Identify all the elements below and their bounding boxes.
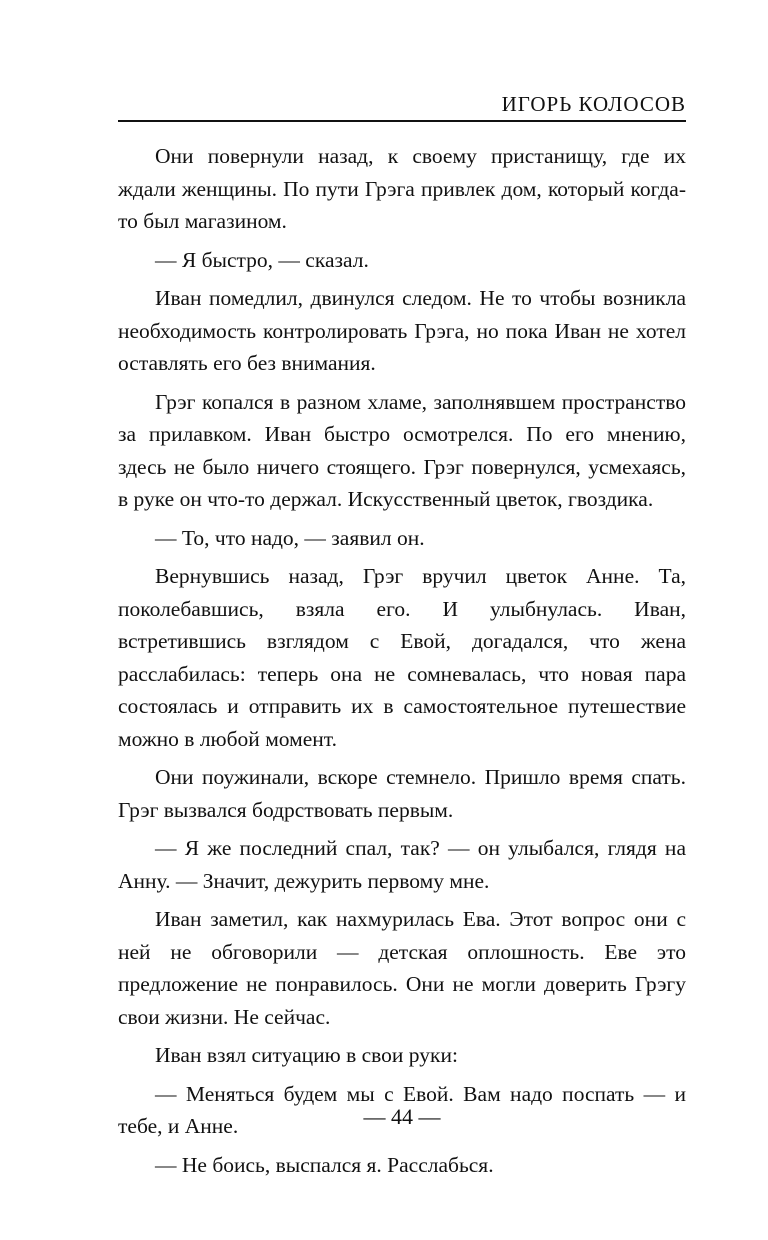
dialogue-line: — То, что надо, — заявил он.	[155, 525, 425, 550]
page-body	[118, 140, 686, 1187]
paragraph: Иван заметил, как нахмурилась Ева. Этот вопрос они с ней не обговорили — детская оплошность. Еве это предложение не понравилось. Они не могли доверить Грэгу свои жизни. Не сейчас.	[118, 907, 686, 1029]
running-head-author: ИГОРЬ КОЛОСОВ	[501, 92, 686, 116]
header-rule	[118, 120, 686, 122]
paragraph: Они поужинали, вскоре стемнело. Пришло время спать. Грэг вызвался бодрствовать первым.	[118, 765, 686, 822]
paragraph: Иван взял ситуацию в свои руки:	[155, 1043, 458, 1067]
dialogue-line: — Меняться будем мы с Евой. Вам надо поспать — и тебе, и Анне.	[118, 1081, 686, 1138]
dialogue-line: — Я же последний спал, так? — он улыбался, глядя на Анну. — Значит, дежурить первому мне.	[118, 836, 686, 893]
paragraph: Грэг копался в разном хламе, заполнявшем пространство за прилавком. Иван быстро осмотрелся. По его мнению, здесь не было ничего стоящего. Грэг повернулся, усмехаясь, в руке он что-то держал. Искусственный цветок, гвоздика.	[118, 389, 686, 511]
paragraph: Вернувшись назад, Грэг вручил цветок Анне. Та, поколебавшись, взяла его. И улыбнулась. Иван, встретившись взглядом с Евой, догадался, что жена расслабилась: теперь она не сомневалась, что новая пара состоялась и отправить их в самостоятельное путешествие можно в любой момент.	[118, 564, 686, 751]
paragraph: Они повернули назад, к своему пристанищу, где их ждали женщины. По пути Грэга привлек дом, который когда-то был магазином.	[118, 144, 686, 233]
paragraph: Иван помедлил, двинулся следом. Не то чтобы возникла необходимость контролировать Грэга, но пока Иван не хотел оставлять его без внимания.	[118, 286, 686, 375]
dialogue-line: — Я быстро, — сказал.	[155, 247, 369, 272]
page-number: — 44 —	[363, 1104, 441, 1129]
dialogue-line: — Не боись, выспался я. Расслабься.	[155, 1152, 494, 1177]
